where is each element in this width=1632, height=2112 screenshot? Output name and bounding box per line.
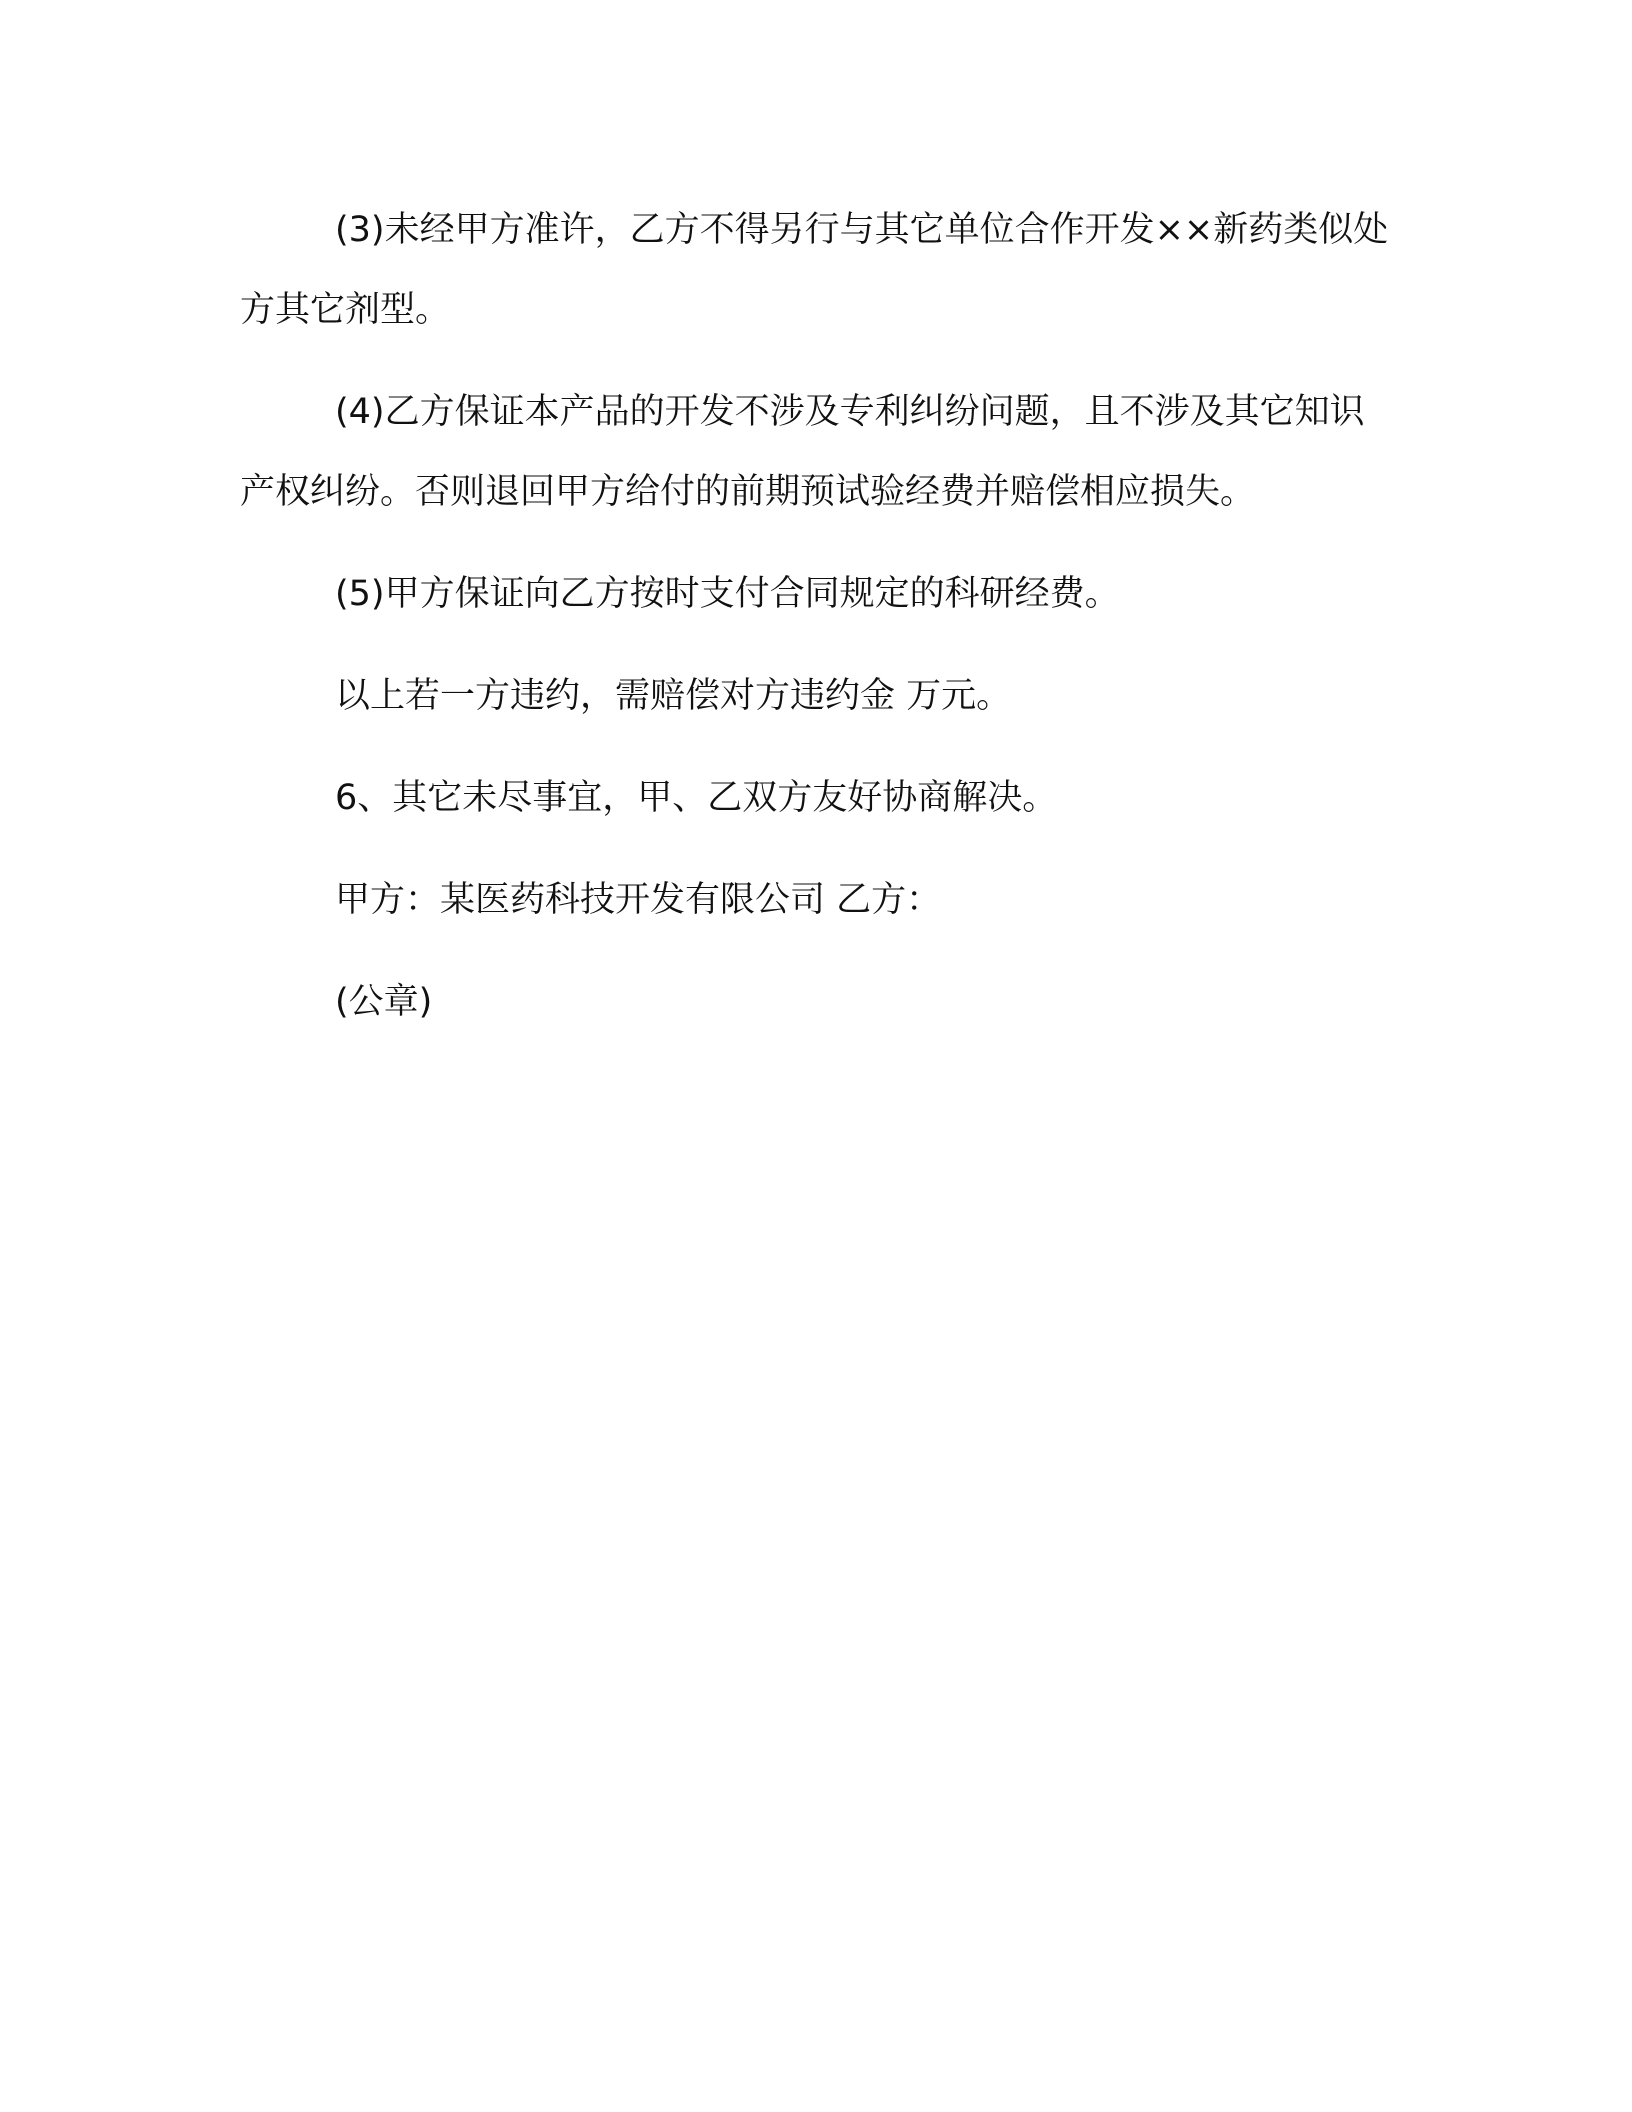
breach-penalty-clause: 以上若一方违约，需赔偿对方违约金 万元。 <box>335 676 1012 716</box>
signature-parties: 甲方：某医药科技开发有限公司 乙方： <box>335 880 942 920</box>
official-seal-label: (公章) <box>335 982 433 1022</box>
clause-3: (3)未经甲方准许，乙方不得另行与其它单位合作开发××新药类似处方其它剂型。 <box>240 210 1389 330</box>
clause-5: (5)甲方保证向乙方按时支付合同规定的科研经费。 <box>335 574 1120 614</box>
clause-6: 6、其它未尽事宜，甲、乙双方友好协商解决。 <box>335 778 1058 818</box>
document-body <box>240 190 1390 1042</box>
clause-4: (4)乙方保证本产品的开发不涉及专利纠纷问题，且不涉及其它知识产权纠纷。否则退回甲方给付的前期预试验经费并赔偿相应损失。 <box>240 392 1365 512</box>
